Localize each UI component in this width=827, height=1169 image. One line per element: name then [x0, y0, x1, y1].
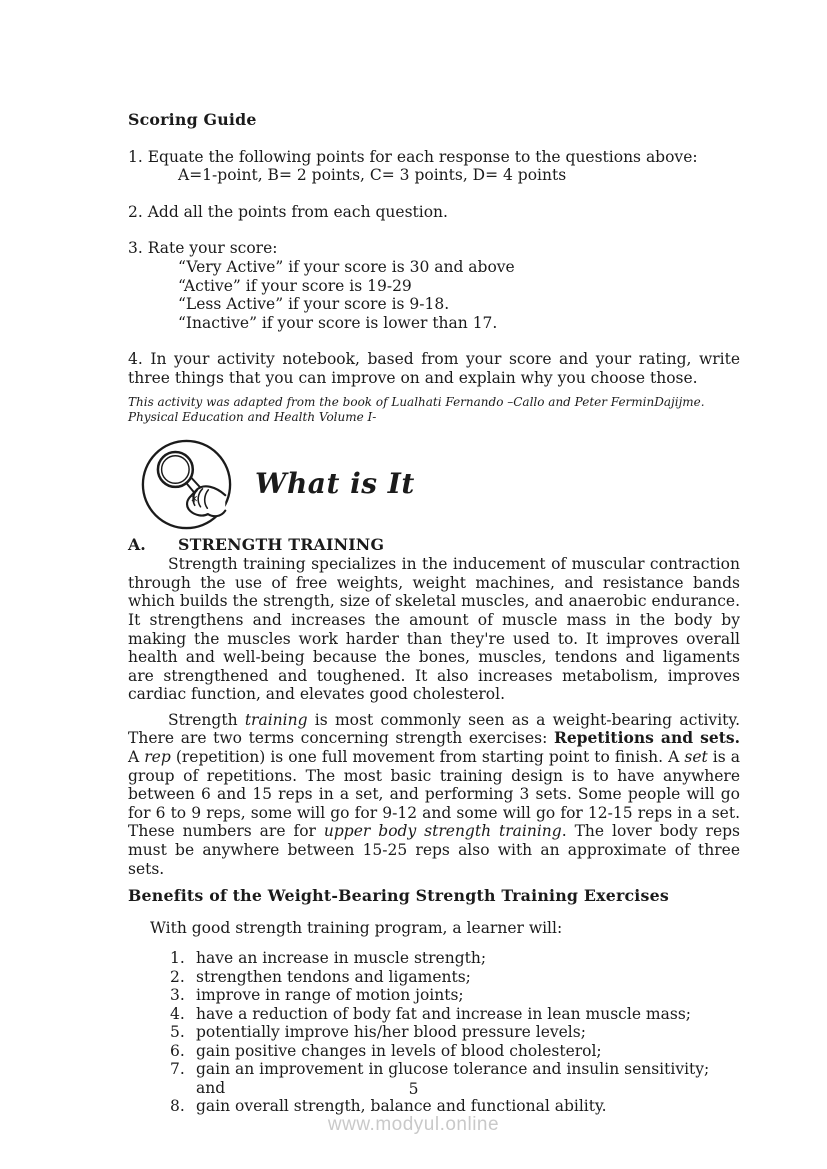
benefit-item — [170, 949, 740, 968]
benefit-item-text: potentially improve his/her blood pressure levels; — [196, 1023, 586, 1042]
benefits-heading: Benefits of the Weight-Bearing Strength Training Exercises — [128, 886, 669, 906]
what-is-it-heading: What is It — [255, 467, 415, 501]
benefit-item-text: have an increase in muscle strength; — [196, 949, 487, 968]
strength-training-paragraph-2 — [128, 711, 740, 878]
strength-training-paragraph-1: Strength training specializes in the inducement of muscular contraction through the use of free weights, weight machines, and resistance bands which builds the strength, size of skeletal muscles, and anaerobic endurance. It strengthens and increases the amount of muscle mass in the body by making the muscles work harder than they're used to. It improves overall health and well-being because the bones, muscles, tendons and ligaments are strengthened and toughened. It also increases metabolism, improves cardiac function, and elevates good cholesterol. — [128, 555, 740, 704]
italic-run: training — [244, 710, 308, 729]
benefit-item — [170, 1005, 740, 1024]
scoring-step-1: 1. Equate the following points for each response to the questions above: — [128, 147, 698, 166]
text-run: (repetition) is one full movement from starting point to finish. A — [170, 748, 685, 767]
what-is-it-header — [140, 437, 740, 533]
benefit-item — [170, 986, 740, 1005]
italic-run: set — [684, 748, 708, 767]
benefit-item-text: have a reduction of body fat and increase in lean muscle mass; — [196, 1004, 691, 1023]
rating-item-inactive: “Inactive” if your score is lower than 17. — [178, 313, 498, 332]
benefit-item — [170, 1042, 740, 1061]
benefit-item-number: 1. — [170, 949, 185, 968]
text-run: is a group of repetitions. The most basic training design is to have anywhere between 6 and 15 reps in a set, and performing 3 sets. Some people will go for 6 to 9 reps, some will go for 9-12 and some will go for 12-15 reps in a set. These numbers are for — [128, 748, 740, 841]
benefit-item-number: 2. — [170, 967, 185, 986]
text-run: . The lover body reps must be anywhere between 15-25 reps also with an approximate of three sets. — [128, 822, 740, 878]
page-number: 5 — [408, 1080, 419, 1098]
benefit-item-text: gain positive changes in levels of blood cholesterol; — [196, 1041, 602, 1060]
benefit-item — [170, 1023, 740, 1042]
text-run: is most commonly seen as a weight-bearing activity. There are two terms concerning strength exercises: — [128, 710, 740, 748]
italic-run: upper body strength training — [323, 822, 562, 841]
benefit-item-number: 7. — [170, 1060, 185, 1079]
benefit-item-text: gain overall strength, balance and functional ability. — [196, 1097, 607, 1116]
bold-run: Repetitions and sets. — [553, 728, 741, 748]
benefit-item-number: 8. — [170, 1097, 185, 1116]
text-run: A — [128, 748, 145, 767]
source-note: This activity was adapted from the book of Lualhati Fernando –Callo and Peter FerminDajijme. Physical Education and Health Volume I- — [128, 394, 705, 424]
rating-item-very-active: “Very Active” if your score is 30 and above — [178, 257, 515, 276]
scoring-step-3: 3. Rate your score: — [128, 239, 278, 258]
section-a-heading — [128, 536, 740, 555]
rating-item-less-active: “Less Active” if your score is 9-18. — [178, 295, 450, 314]
section-a-label: A. — [128, 534, 146, 554]
watermark: www.modyul.online — [327, 1114, 500, 1135]
benefit-item-number: 5. — [170, 1023, 185, 1042]
rating-item-active: “Active” if your score is 19-29 — [178, 276, 412, 295]
benefit-item — [170, 968, 740, 987]
scoring-guide-heading: Scoring Guide — [128, 110, 257, 129]
benefit-item-number: 3. — [170, 986, 185, 1005]
benefit-item-number: 6. — [170, 1041, 185, 1060]
scoring-step-4: 4. In your activity notebook, based from your score and your rating, write three things that you can improve on and explain why you choose those. — [128, 350, 740, 387]
scoring-step-2: 2. Add all the points from each question. — [128, 202, 448, 221]
rating-scale-list — [128, 258, 740, 332]
benefit-item-text: improve in range of motion joints; — [196, 986, 464, 1005]
benefit-item-text: strengthen tendons and ligaments; — [196, 967, 471, 986]
text-run: Strength — [168, 710, 245, 729]
benefit-item-number: 4. — [170, 1004, 185, 1023]
italic-run: rep — [144, 748, 171, 767]
scoring-step-1-detail: A=1-point, B= 2 points, C= 3 points, D= 4 points — [178, 166, 567, 185]
benefits-intro: With good strength training program, a learner will: — [150, 918, 563, 937]
section-a-title: STRENGTH TRAINING — [178, 534, 385, 554]
magnifier-hand-icon — [140, 438, 233, 531]
benefit-item-text: gain an improvement in glucose tolerance and insulin sensitivity; and — [196, 1060, 710, 1097]
